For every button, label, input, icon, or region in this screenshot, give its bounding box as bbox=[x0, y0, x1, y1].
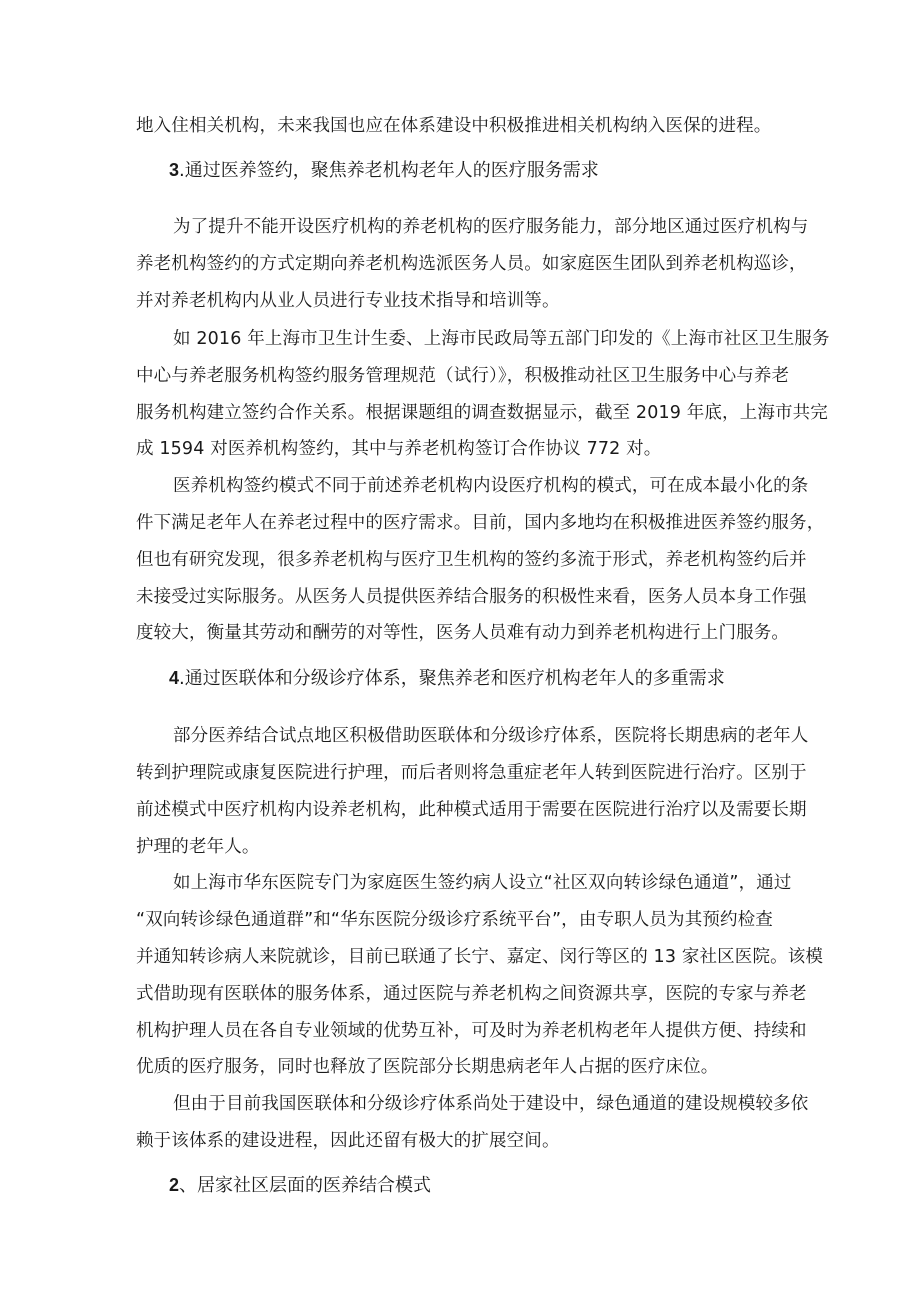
heading-text: .通过医联体和分级诊疗体系，聚焦养老和医疗机构老年人的多重需求 bbox=[179, 668, 725, 689]
paragraph-line: 中心与养老服务机构签约服务管理规范（试行）》，积极推动社区卫生服务中心与养老 bbox=[136, 366, 790, 386]
paragraph-line: 机构护理人员在各自专业领域的优势互补，可及时为养老机构老年人提供方便、持续和 bbox=[136, 1021, 807, 1041]
paragraph-line: 件下满足老年人在养老过程中的医疗需求。目前，国内多地均在积极推进医养签约服务， bbox=[136, 513, 825, 533]
heading-number: 4 bbox=[169, 668, 180, 688]
section-heading-2 bbox=[169, 1173, 431, 1198]
paragraph-line: “双向转诊绿色通道群”和“华东医院分级诊疗系统平台”，由专职人员为其预约检查 bbox=[136, 910, 773, 930]
paragraph-line: 服务机构建立签约合作关系。根据课题组的调查数据显示，截至 2019 年底，上海市共完 bbox=[136, 403, 828, 423]
heading-number: 3 bbox=[169, 160, 180, 180]
paragraph-line: 如 2016 年上海市卫生计生委、上海市民政局等五部门印发的《上海市社区卫生服务 bbox=[173, 329, 830, 349]
paragraph-line: 赖于该体系的建设进程，因此还留有极大的扩展空间。 bbox=[136, 1131, 560, 1151]
section-heading-4 bbox=[169, 666, 725, 691]
paragraph-line: 式借助现有医联体的服务体系，通过医院与养老机构之间资源共享，医院的专家与养老 bbox=[136, 984, 807, 1004]
paragraph-line: 前述模式中医疗机构内设养老机构，此种模式适用于需要在医院进行治疗以及需要长期 bbox=[136, 800, 807, 820]
paragraph-line: 但由于目前我国医联体和分级诊疗体系尚处于建设中，绿色通道的建设规模较多依 bbox=[173, 1094, 809, 1114]
paragraph-line: 养老机构签约的方式定期向养老机构选派医务人员。如家庭医生团队到养老机构巡诊， bbox=[136, 254, 807, 274]
paragraph-line: 医养机构签约模式不同于前述养老机构内设医疗机构的模式，可在成本最小化的条 bbox=[173, 476, 809, 496]
paragraph-line: 地入住相关机构，未来我国也应在体系建设中积极推进相关机构纳入医保的进程。 bbox=[136, 116, 772, 136]
paragraph-line: 并通知转诊病人来院就诊，目前已联通了长宁、嘉定、闵行等区的 13 家社区医院。该模 bbox=[136, 947, 824, 967]
heading-text: .通过医养签约，聚焦养老机构老年人的医疗服务需求 bbox=[179, 160, 599, 181]
section-heading-3 bbox=[169, 158, 599, 183]
paragraph-line: 优质的医疗服务，同时也释放了医院部分长期患病老年人占据的医疗床位。 bbox=[136, 1057, 719, 1077]
paragraph-line: 未接受过实际服务。从医务人员提供医养结合服务的积极性来看，医务人员本身工作强 bbox=[136, 587, 807, 607]
paragraph-line: 如上海市华东医院专门为家庭医生签约病人设立“社区双向转诊绿色通道”，通过 bbox=[173, 873, 792, 893]
paragraph-line: 部分医养结合试点地区积极借助医联体和分级诊疗体系，医院将长期患病的老年人 bbox=[173, 726, 809, 746]
paragraph-line: 成 1594 对医养机构签约，其中与养老机构签订合作协议 772 对。 bbox=[136, 439, 662, 459]
paragraph-line: 并对养老机构内从业人员进行专业技术指导和培训等。 bbox=[136, 291, 560, 311]
paragraph-line: 但也有研究发现，很多养老机构与医疗卫生机构的签约多流于形式，养老机构签约后并 bbox=[136, 550, 807, 570]
paragraph-line: 度较大，衡量其劳动和酬劳的对等性，医务人员难有动力到养老机构进行上门服务。 bbox=[136, 623, 790, 643]
heading-number: 2 bbox=[169, 1175, 180, 1195]
paragraph-line: 护理的老年人。 bbox=[136, 837, 260, 857]
heading-text: 、居家社区层面的医养结合模式 bbox=[179, 1175, 432, 1196]
paragraph-line: 为了提升不能开设医疗机构的养老机构的医疗服务能力，部分地区通过医疗机构与 bbox=[173, 217, 809, 237]
paragraph-line: 转到护理院或康复医院进行护理，而后者则将急重症老年人转到医院进行治疗。区别于 bbox=[136, 763, 807, 783]
